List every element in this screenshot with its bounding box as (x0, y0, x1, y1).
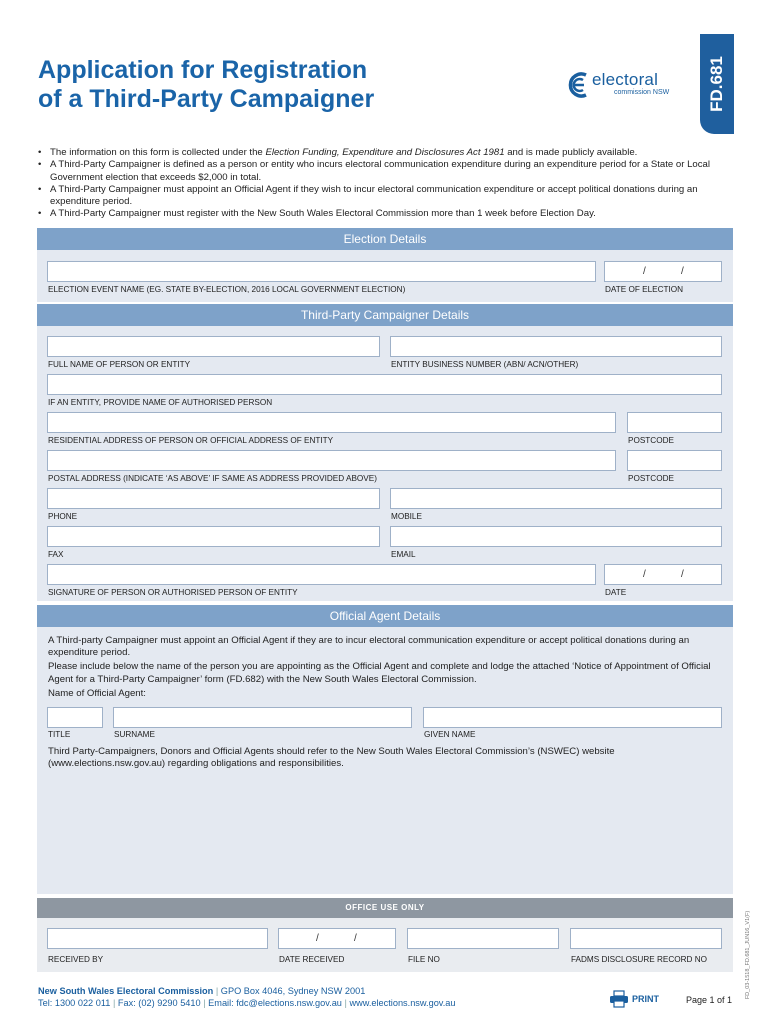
footer-address: GPO Box 4046, Sydney NSW 2001 (220, 986, 366, 996)
logo-text: electoral (592, 70, 659, 89)
authorised-person-label: IF AN ENTITY, PROVIDE NAME OF AUTHORISED PERSON (48, 398, 273, 407)
office-use-heading: OFFICE USE ONLY (37, 898, 733, 918)
signature-date-field[interactable] (604, 564, 722, 585)
email-field[interactable] (390, 526, 722, 547)
electoral-commission-logo (566, 69, 686, 103)
signature-date-label: DATE (605, 588, 627, 597)
received-by-field[interactable] (47, 928, 268, 949)
title-line-2: of a Third-Party Campaigner (38, 85, 375, 113)
footer-email[interactable]: Email: fdc@elections.nsw.gov.au (208, 998, 342, 1008)
agent-title-field[interactable] (47, 707, 103, 728)
agent-given-name-field[interactable] (423, 707, 722, 728)
footer-org: New South Wales Electoral Commission (38, 986, 214, 996)
printer-icon (609, 990, 629, 1008)
postal-postcode-field[interactable] (627, 450, 722, 471)
file-no-label: FILE NO (408, 955, 440, 964)
logo-subtext: commission NSW (614, 89, 670, 96)
intro-bullet: • A Third-Party Campaigner must appoint an Official Agent if they wish to incur electoral communication expenditure or accept political donations during an expenditure period. (38, 184, 728, 209)
date-received-field[interactable] (278, 928, 396, 949)
agent-instructions (48, 635, 718, 700)
campaigner-details-heading: Third-Party Campaigner Details (37, 304, 733, 326)
act-name: Election Funding, Expenditure and Disclosures Act 1981 (265, 147, 505, 158)
election-event-name-field[interactable] (47, 261, 596, 282)
agent-details-heading: Official Agent Details (37, 605, 733, 627)
mobile-field[interactable] (390, 488, 722, 509)
intro-bullet (38, 147, 728, 159)
date-slash: / (354, 933, 357, 944)
agent-paragraph-2: Please include below the name of the person you are appointing as the Official Agent and complete and lodge the attached ‘Notice of Appointment of Official Agent for a Third-Party Campaigner’ form (FD.682) with the New South Wales Electoral Commission. (48, 661, 711, 685)
phone-label: PHONE (48, 512, 78, 521)
fax-field[interactable] (47, 526, 380, 547)
bullet-text: The information on this form is collected under the (50, 147, 266, 158)
residential-postcode-field[interactable] (627, 412, 722, 433)
mobile-label: MOBILE (391, 512, 422, 521)
agent-reference-note: Third Party-Campaigners, Donors and Official Agents should refer to the New South Wales Electoral Commission’s (NSWEC) website (www.elections.nsw.gov.au) regarding obligations and responsibilities. (48, 746, 615, 770)
election-details-heading: Election Details (37, 228, 733, 250)
fadms-record-label: FADMS DISCLOSURE RECORD NO (571, 955, 708, 964)
agent-given-name-label: GIVEN NAME (424, 730, 476, 739)
print-label: PRINT (632, 994, 659, 1004)
agent-paragraph-1: A Third-party Campaigner must appoint an Official Agent if they are to incur electoral communication expenditure or accept political donations during an expenditure period. (48, 635, 690, 659)
full-name-field[interactable] (47, 336, 380, 357)
fax-label: FAX (48, 550, 64, 559)
agent-name-prompt: Name of Official Agent: (48, 687, 146, 699)
form-title (38, 56, 374, 114)
residential-postcode-label: POSTCODE (628, 436, 674, 445)
bullet-text: and is made publicly available. (504, 147, 638, 158)
date-received-label: DATE RECEIVED (279, 955, 345, 964)
abn-label: ENTITY BUSINESS NUMBER (ABN/ ACN/OTHER) (391, 360, 579, 369)
signature-label: SIGNATURE OF PERSON OR AUTHORISED PERSON OF ENTITY (48, 588, 298, 597)
signature-field[interactable] (47, 564, 596, 585)
print-button[interactable] (609, 990, 665, 1010)
title-line-1: Application for Registration (38, 56, 368, 84)
date-slash: / (681, 569, 684, 580)
page-number: Page 1 of 1 (686, 995, 733, 1005)
footer-website[interactable]: www.elections.nsw.gov.au (349, 998, 456, 1008)
date-slash: / (681, 266, 684, 277)
date-slash: / (643, 266, 646, 277)
intro-bullet: • A Third-Party Campaigner must register with the New South Wales Electoral Commission more than 1 week before Election Day. (38, 208, 728, 220)
received-by-label: RECEIVED BY (48, 955, 104, 964)
agent-surname-field[interactable] (113, 707, 412, 728)
election-event-name-label: ELECTION EVENT NAME (EG. STATE BY-ELECTION, 2016 LOCAL GOVERNMENT ELECTION) (48, 285, 406, 294)
footer-tel: Tel: 1300 022 011 (38, 998, 111, 1008)
form-code-tab (700, 34, 734, 134)
footer-contact: New South Wales Electoral Commission | GPO Box 4046, Sydney NSW 2001 Tel: 1300 022 011 | Fax: (02) 9290 5410 | Email: fdc@elections.nsw.gov.au | www.elections.nsw.gov.au (38, 986, 456, 1008)
authorised-person-field[interactable] (47, 374, 722, 395)
date-slash: / (316, 933, 319, 944)
postal-address-field[interactable] (47, 450, 616, 471)
file-no-field[interactable] (407, 928, 559, 949)
postal-address-label: POSTAL ADDRESS (INDICATE ‘AS ABOVE’ IF SAME AS ADDRESS PROVIDED ABOVE) (48, 474, 377, 483)
agent-title-label: TITLE (48, 730, 71, 739)
abn-field[interactable] (390, 336, 722, 357)
intro-list (38, 147, 728, 221)
full-name-label: FULL NAME OF PERSON OR ENTITY (48, 360, 191, 369)
form-version-code (738, 905, 758, 1005)
intro-bullet: • A Third-Party Campaigner is defined as a person or entity who incurs electoral communication expenditure during an expenditure period for a State or Local Government election that exceeds $2,000 in total. (38, 159, 728, 184)
residential-address-label: RESIDENTIAL ADDRESS OF PERSON OR OFFICIAL ADDRESS OF ENTITY (48, 436, 334, 445)
phone-field[interactable] (47, 488, 380, 509)
form-code: FD.681 (707, 56, 726, 112)
election-date-field[interactable] (604, 261, 722, 282)
form-version-text: FD_03-1518_FD.681_JUN16_V1(F) (745, 910, 751, 1000)
agent-surname-label: SURNAME (114, 730, 155, 739)
fadms-record-field[interactable] (570, 928, 722, 949)
email-label: EMAIL (391, 550, 416, 559)
postal-postcode-label: POSTCODE (628, 474, 674, 483)
date-slash: / (643, 569, 646, 580)
election-date-label: DATE OF ELECTION (605, 285, 684, 294)
footer-fax: Fax: (02) 9290 5410 (117, 998, 201, 1008)
logo-mark-icon (566, 71, 590, 99)
residential-address-field[interactable] (47, 412, 616, 433)
